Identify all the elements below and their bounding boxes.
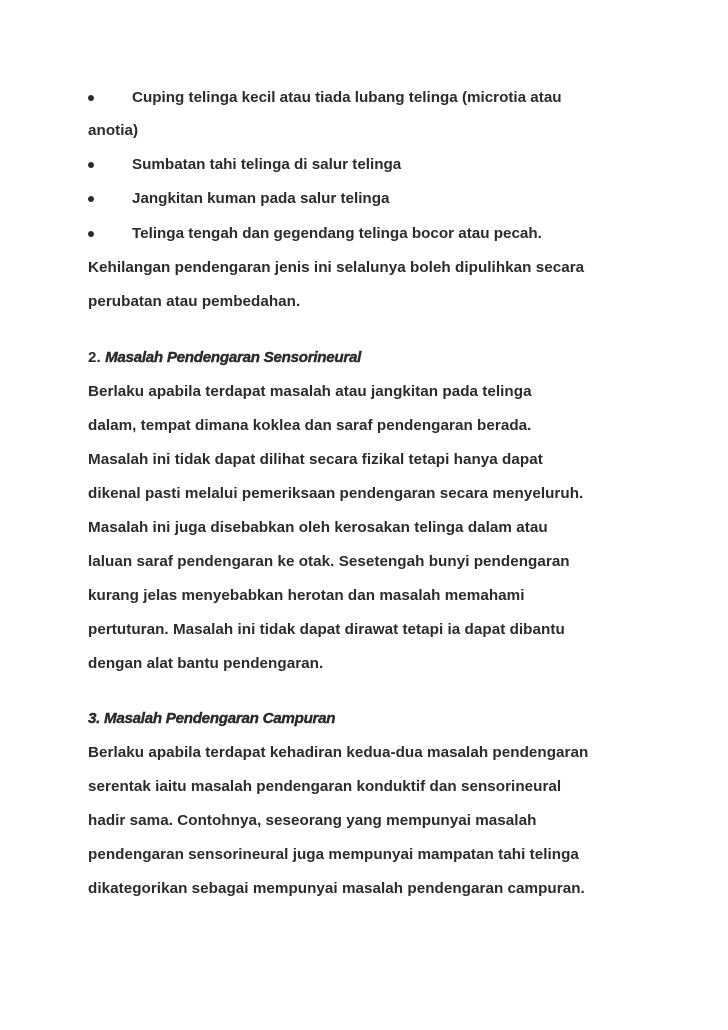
paragraph-line: kurang jelas menyebabkan herotan dan masalah memahami [88, 587, 525, 604]
paragraph-line: dalam, tempat dimana koklea dan saraf pendengaran berada. [88, 417, 532, 434]
paragraph-line: serentak iaitu masalah pendengaran konduktif dan sensorineural [88, 778, 562, 795]
bullet-icon [88, 162, 94, 168]
list-item-continuation: anotia) [88, 122, 139, 139]
bullet-icon [88, 95, 94, 101]
paragraph-line: Kehilangan pendengaran jenis ini selalunya boleh dipulihkan secara [88, 259, 585, 276]
paragraph-line: Masalah ini juga disebabkan oleh kerosakan telinga dalam atau [88, 519, 548, 536]
paragraph-line: dengan alat bantu pendengaran. [88, 655, 324, 672]
bullet-icon [88, 196, 94, 202]
list-item-text: Telinga tengah dan gegendang telinga bocor atau pecah. [132, 225, 542, 242]
list-item-text: Sumbatan tahi telinga di salur telinga [132, 156, 402, 173]
paragraph-line: laluan saraf pendengaran ke otak. Sesetengah bunyi pendengaran [88, 553, 570, 570]
paragraph-line: pendengaran sensorineural juga mempunyai mampatan tahi telinga [88, 846, 579, 863]
paragraph-line: dikategorikan sebagai mempunyai masalah pendengaran campuran. [88, 880, 585, 897]
paragraph-line: Masalah ini tidak dapat dilihat secara fizikal tetapi hanya dapat [88, 451, 543, 468]
list-item-text: Jangkitan kuman pada salur telinga [132, 190, 390, 207]
paragraph-line: Berlaku apabila terdapat kehadiran kedua-dua masalah pendengaran [88, 744, 589, 761]
section-heading [88, 348, 361, 368]
section-heading [88, 709, 335, 729]
section-number: 2. [88, 349, 101, 366]
paragraph-line: dikenal pasti melalui pemeriksaan pendengaran secara menyeluruh. [88, 485, 584, 502]
list-item-text: Cuping telinga kecil atau tiada lubang telinga (microtia atau [132, 89, 562, 106]
paragraph-line: pertuturan. Masalah ini tidak dapat dirawat tetapi ia dapat dibantu [88, 621, 565, 638]
section-title: Masalah Pendengaran Sensorineural [105, 349, 362, 366]
bullet-icon [88, 231, 94, 237]
section-title: 3. Masalah Pendengaran Campuran [88, 710, 336, 727]
paragraph-line: Berlaku apabila terdapat masalah atau jangkitan pada telinga [88, 383, 532, 400]
paragraph-line: hadir sama. Contohnya, seseorang yang mempunyai masalah [88, 812, 537, 829]
paragraph-line: perubatan atau pembedahan. [88, 293, 301, 310]
